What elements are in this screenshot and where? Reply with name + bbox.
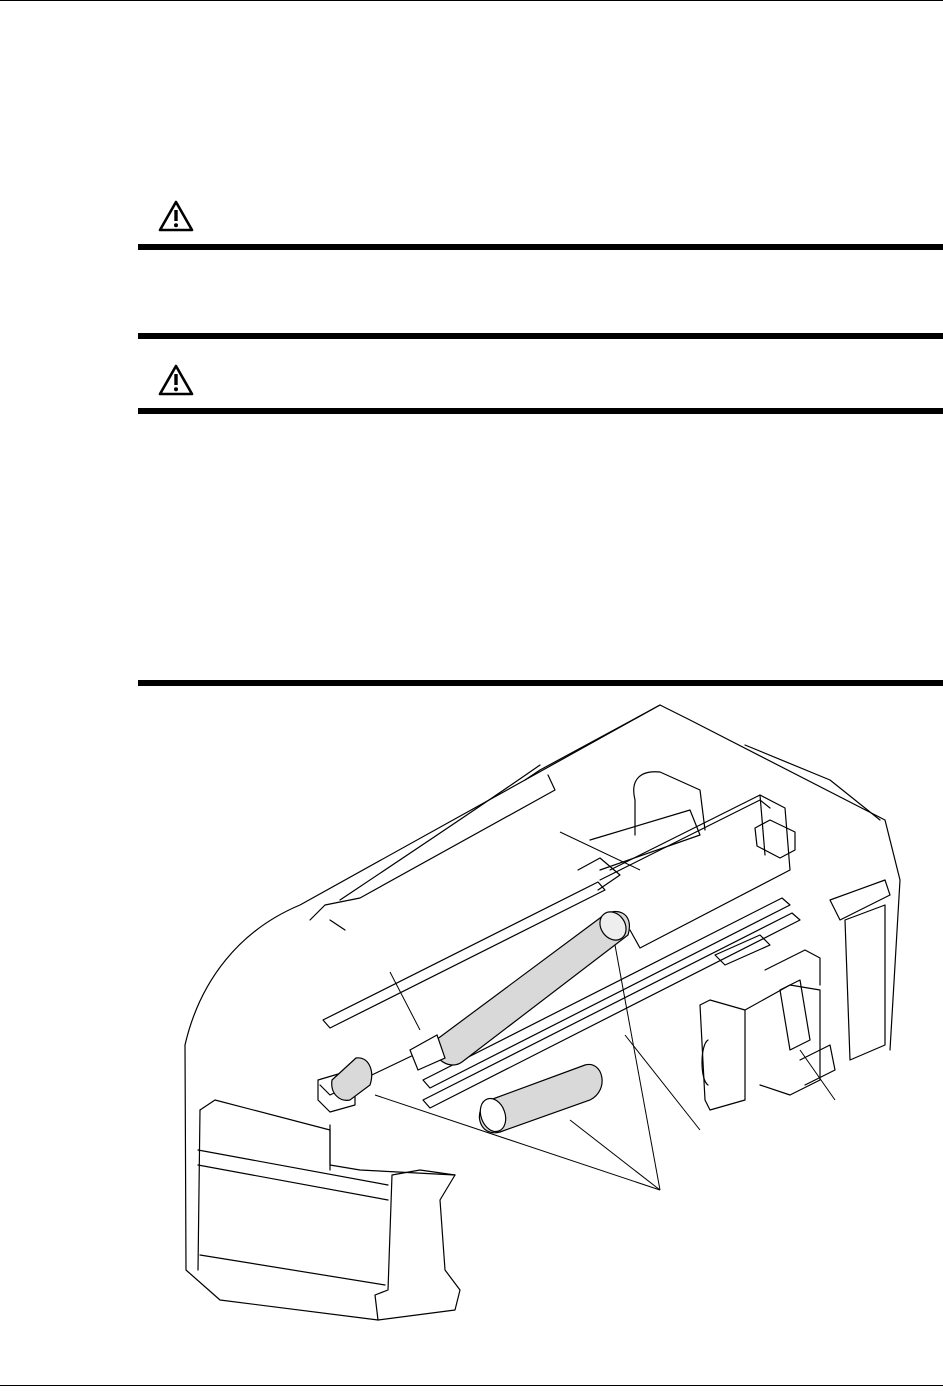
warning-triangle-icon bbox=[158, 364, 194, 396]
caution-rule-bottom bbox=[138, 333, 943, 339]
footer-rule bbox=[0, 1385, 943, 1386]
warning-triangle-icon bbox=[158, 200, 194, 232]
header-rule bbox=[0, 0, 943, 1]
section-rule bbox=[138, 680, 943, 686]
caution-rule-2-bottom bbox=[138, 408, 943, 414]
printer-interior-figure bbox=[0, 690, 943, 1360]
caution-rule-top bbox=[138, 244, 943, 250]
